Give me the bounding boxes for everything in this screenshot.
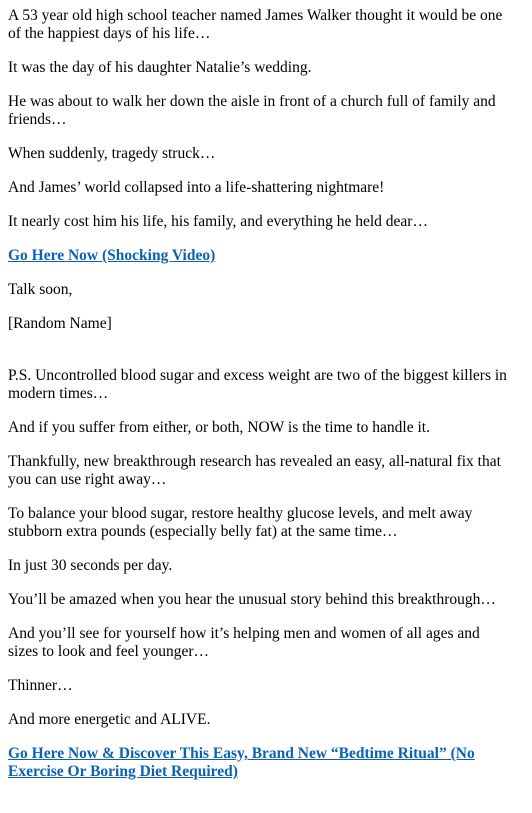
story-paragraph: And James’ world collapsed into a life-shattering nightmare! [8,179,385,196]
ps-paragraph: Thankfully, new breakthrough research has revealed an easy, all-natural fix that you can use right away… [8,453,501,488]
ps-paragraph: And if you suffer from either, or both, NOW is the time to handle it. [8,419,430,436]
shocking-video-link[interactable]: Go Here Now (Shocking Video) [8,247,216,264]
story-paragraph: It nearly cost him his life, his family, and everything he held dear… [8,213,428,230]
story-paragraph: He was about to walk her down the aisle in front of a church full of family and friends… [8,93,496,128]
ps-paragraph: And more energetic and ALIVE. [8,711,211,728]
video-link-paragraph [8,247,510,265]
ps-paragraph: To balance your blood sugar, restore healthy glucose levels, and melt away stubborn extra pounds (especially belly fat) at the same time… [8,505,473,540]
ps-paragraph: And you’ll see for yourself how it’s helping men and women of all ages and sizes to look and feel younger… [8,625,480,660]
story-paragraph: A 53 year old high school teacher named James Walker thought it would be one of the happiest days of his life… [8,7,503,42]
spacer [8,349,510,367]
ps-paragraph: In just 30 seconds per day. [8,557,173,574]
ps-paragraph: Thinner… [8,677,73,694]
ps-paragraph: You’ll be amazed when you hear the unusual story behind this breakthrough… [8,591,496,608]
ritual-link-paragraph [8,745,510,781]
signoff: Talk soon, [8,281,73,298]
ps-paragraph: P.S. Uncontrolled blood sugar and excess weight are two of the biggest killers in modern times… [8,367,507,402]
signature: [Random Name] [8,315,112,332]
bedtime-ritual-link[interactable]: Go Here Now & Discover This Easy, Brand New “Bedtime Ritual” (No Exercise Or Boring Diet Required) [8,745,475,780]
story-paragraph: When suddenly, tragedy struck… [8,145,216,162]
story-paragraph: It was the day of his daughter Natalie’s wedding. [8,59,312,76]
